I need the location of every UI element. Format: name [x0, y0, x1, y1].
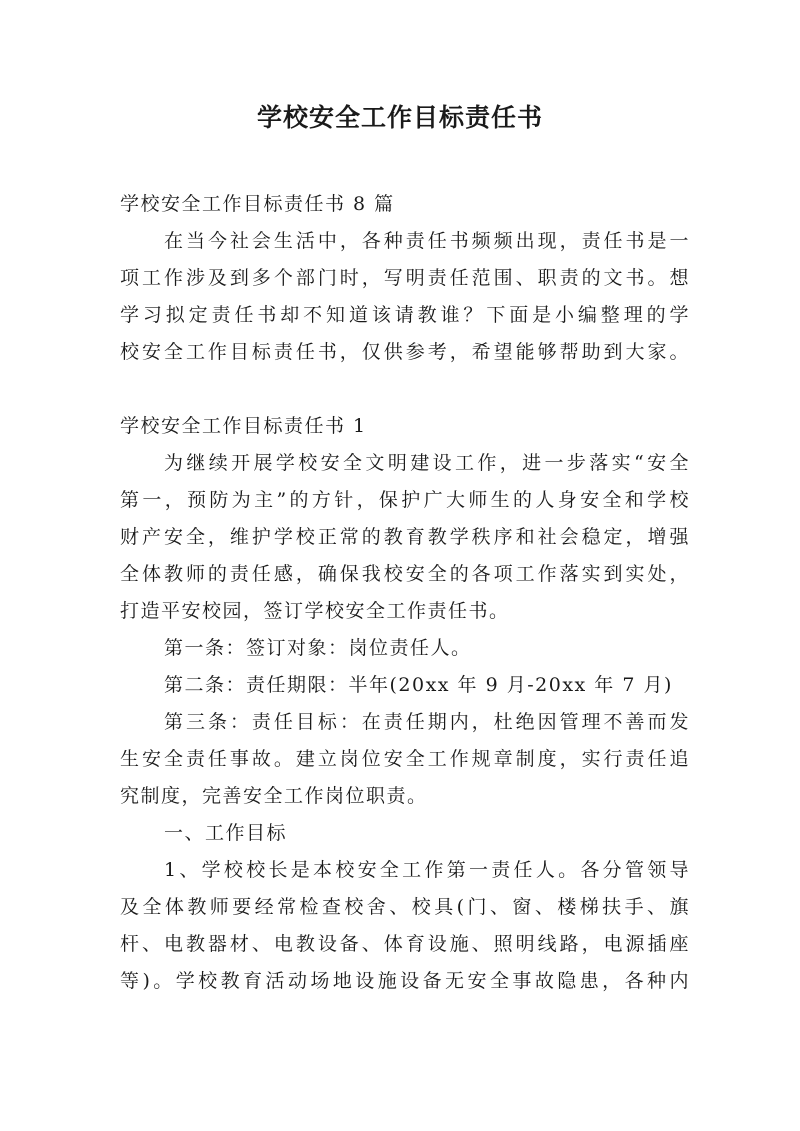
intro-line: 校安全工作目标责任书，仅供参考，希望能够帮助到大家。 [120, 341, 690, 363]
article-3-line: 第三条：责任目标：在责任期内，杜绝因管理不善而发 [164, 711, 690, 733]
article-3-line: 究制度，完善安全工作岗位职责。 [120, 785, 428, 807]
goal-line: 及全体教师要经常检查校舍、校具(门、窗、楼梯扶手、旗 [120, 896, 690, 918]
article-3-line: 生安全责任事故。建立岗位安全工作规章制度，实行责任追 [120, 748, 690, 770]
intro-line: 学习拟定责任书却不知道该请教谁？下面是小编整理的学 [120, 304, 690, 326]
paragraph-line: 财产安全，维护学校正常的教育教学秩序和社会稳定，增强 [120, 526, 690, 548]
document-body [120, 186, 690, 1000]
goal-line: 杆、电教器材、电教设备、体育设施、照明线路，电源插座 [120, 933, 690, 955]
section-heading: 学校安全工作目标责任书 1 [120, 415, 367, 437]
paragraph-line: 第一，预防为主”的方针，保护广大师生的人身安全和学校 [120, 489, 690, 511]
goal-line: 等)。学校教育活动场地设施设备无安全事故隐患，各种内 [120, 970, 690, 992]
goal-line: 1、学校校长是本校安全工作第一责任人。各分管领导 [164, 859, 690, 881]
article-1: 第一条：签订对象：岗位责任人。 [164, 637, 472, 659]
paragraph-line: 全体教师的责任感，确保我校安全的各项工作落实到实处， [120, 563, 690, 585]
paragraph-line: 打造平安校园，签订学校安全工作责任书。 [120, 600, 510, 622]
paragraph-line: 为继续开展学校安全文明建设工作，进一步落实“安全 [164, 452, 690, 474]
subtitle: 学校安全工作目标责任书 8 篇 [120, 193, 395, 215]
intro-line: 在当今社会生活中，各种责任书频频出现，责任书是一 [164, 230, 690, 252]
document-title: 学校安全工作目标责任书 [256, 103, 543, 132]
goal-heading: 一、工作目标 [164, 822, 288, 844]
paragraph-gap [120, 371, 690, 408]
intro-line: 项工作涉及到多个部门时，写明责任范围、职责的文书。想 [120, 267, 690, 289]
article-2: 第二条：责任期限：半年(20xx 年 9 月-20xx 年 7 月) [164, 674, 673, 696]
